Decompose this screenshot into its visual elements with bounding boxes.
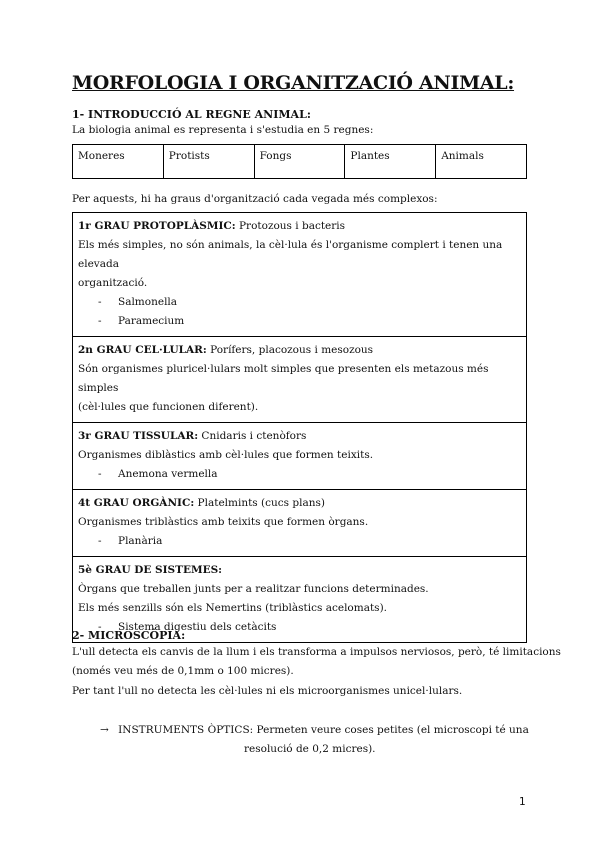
grade-text: Els més simples, no són animals, la cèl·lula és l'organisme complert i tenen una elevada [78, 239, 503, 270]
grade-block [73, 213, 526, 337]
arrow-icon: → [100, 724, 109, 736]
list-item: - Anemona vermella [78, 465, 521, 484]
section1-intro: La biologia animal es representa i s'estudia en 5 regnes: [72, 124, 374, 136]
grade-header [78, 341, 521, 360]
grade-subtitle: Platelmints (cucs plans) [194, 497, 325, 509]
section2-line3: Per tant l'ull no detecta les cèl·lules ni els microorganismes unicel·lulars. [72, 685, 463, 697]
kingdom-cell: Fongs [254, 145, 345, 179]
grade-header [78, 217, 521, 236]
page-title: MORFOLOGIA I ORGANITZACIÓ ANIMAL: [72, 72, 515, 94]
kingdom-cell: Moneres [73, 145, 164, 179]
grade-text: organització. [78, 277, 148, 289]
grade-text: Són organismes pluricel·lulars molt simples que presenten els metazous més simples [78, 363, 489, 394]
list-item: - Salmonella [78, 293, 521, 312]
grade-header [78, 494, 521, 513]
grades-intro: Per aquests, hi ha graus d'organització cada vegada més complexos: [72, 193, 438, 205]
section2-line2: (només veu més de 0,1mm o 100 micres). [72, 665, 294, 677]
examples-list [78, 532, 521, 551]
section2-heading: 2- MICROSCÒPIA: [72, 629, 186, 642]
examples-list [78, 293, 521, 331]
grade-block [73, 337, 526, 423]
kingdoms-table [72, 144, 527, 179]
grade-subtitle: Protozous i bacteris [235, 220, 346, 232]
grade-label: 4t GRAU ORGÀNIC: [78, 497, 195, 509]
optical-note-line2: resolució de 0,2 micres). [244, 743, 376, 755]
optical-note [100, 721, 529, 740]
optical-note-line1: INSTRUMENTS ÒPTICS: Permeten veure coses petites (el microscopi té una [118, 724, 529, 736]
grade-label: 3r GRAU TISSULAR: [78, 430, 199, 442]
section2-line1: L'ull detecta els canvis de la llum i els transforma a impulsos nerviosos, però, té limitacions [72, 646, 561, 658]
grade-label: 5è GRAU DE SISTEMES: [78, 564, 223, 576]
grade-header [78, 561, 521, 580]
grade-header [78, 427, 521, 446]
kingdom-cell: Animals [436, 145, 527, 179]
list-item: - Planària [78, 532, 521, 551]
grade-text: Organismes diblàstics amb cèl·lules que formen teixits. [78, 449, 374, 461]
grade-subtitle: Cnidaris i ctenòfors [198, 430, 307, 442]
grade-block [73, 490, 526, 557]
grade-text: Organismes triblàstics amb teixits que formen òrgans. [78, 516, 369, 528]
list-item: - Sistema digestiu dels cetàcits [78, 618, 521, 637]
page-number: 1 [519, 796, 526, 808]
kingdom-cell: Protists [163, 145, 254, 179]
examples-list [78, 465, 521, 484]
section1-heading: 1- INTRODUCCIÓ AL REGNE ANIMAL: [72, 108, 311, 121]
grade-text: Òrgans que treballen junts per a realitzar funcions determinades. [78, 583, 429, 595]
grade-text: (cèl·lules que funcionen diferent). [78, 401, 259, 413]
grade-subtitle: Porífers, placozous i mesozous [206, 344, 374, 356]
list-item: - Paramecium [78, 312, 521, 331]
grade-text: Els més senzills són els Nemertins (triblàstics acelomats). [78, 602, 388, 614]
grade-label: 1r GRAU PROTOPLÀSMIC: [78, 220, 236, 232]
table-row [73, 145, 527, 179]
grade-block [73, 423, 526, 490]
grade-label: 2n GRAU CEL·LULAR: [78, 344, 207, 356]
kingdom-cell: Plantes [345, 145, 436, 179]
grades-table [72, 212, 527, 643]
